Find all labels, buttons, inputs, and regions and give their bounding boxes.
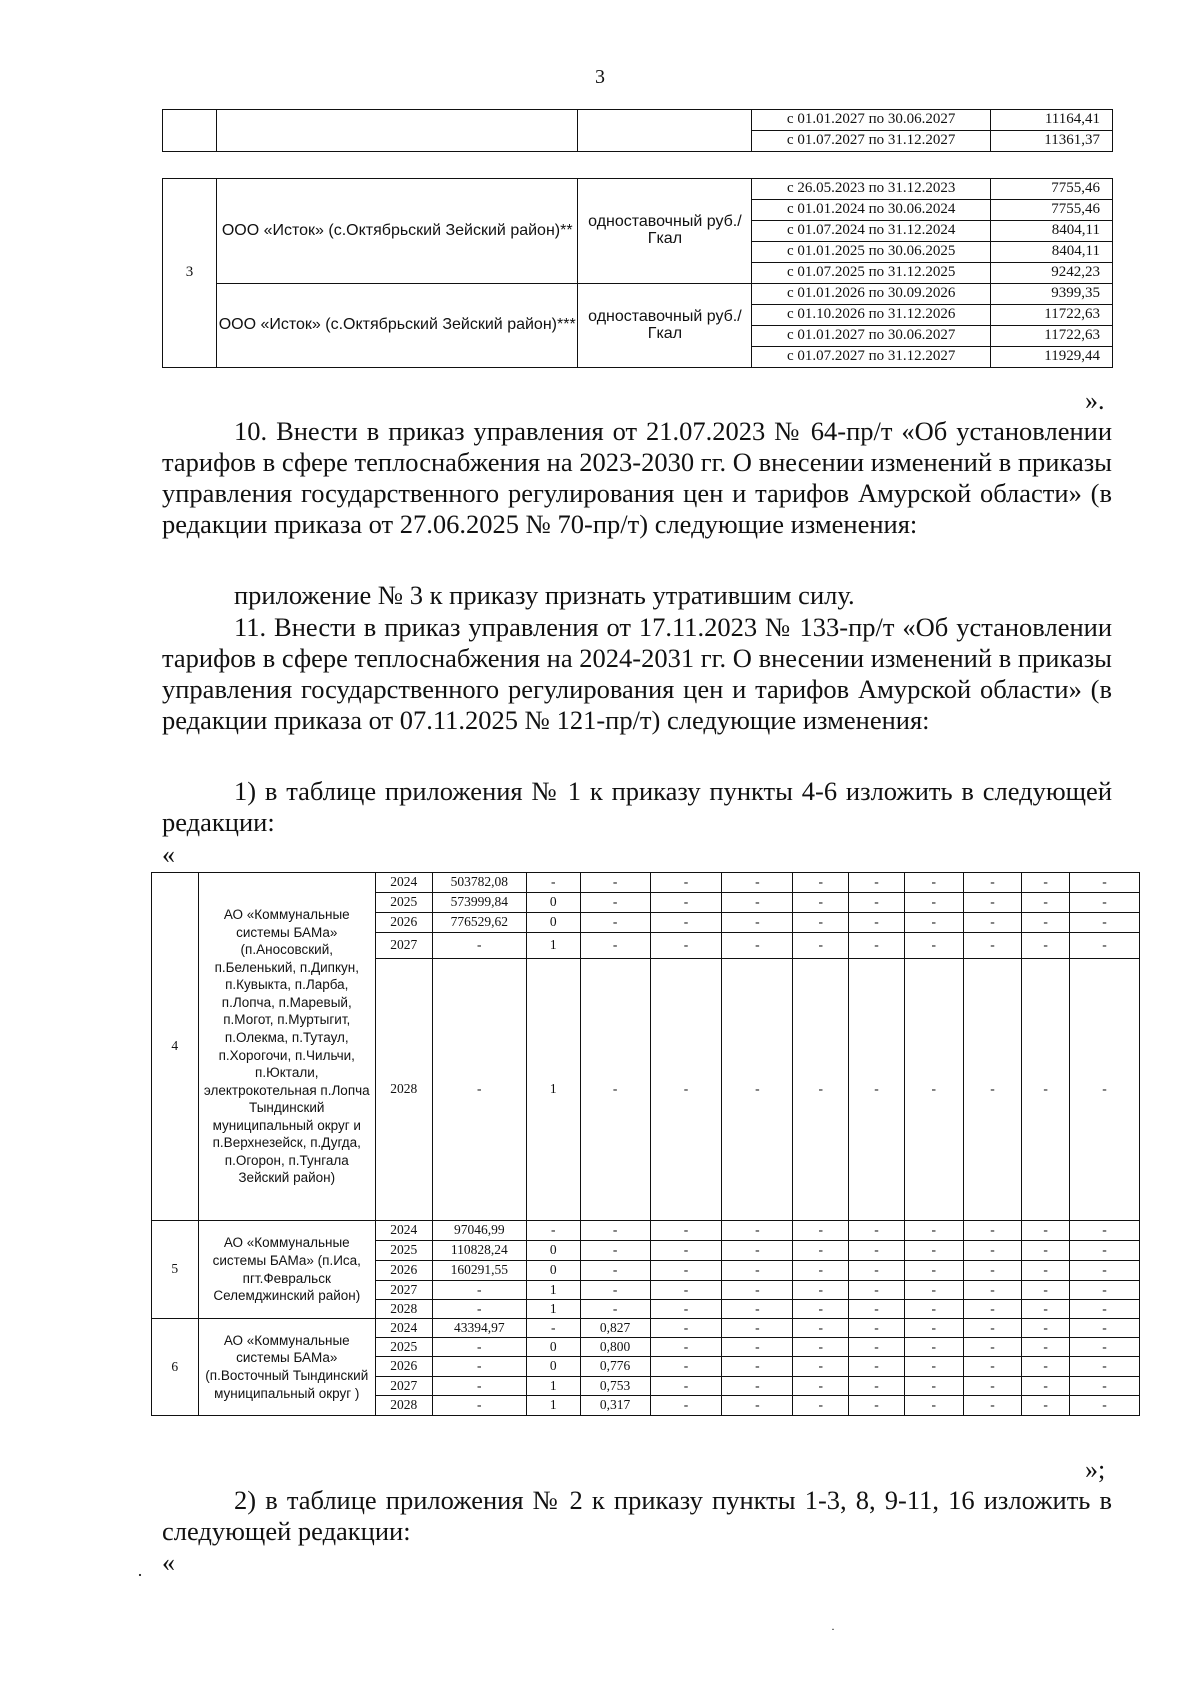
dash-cell: - (849, 1221, 905, 1241)
dash-cell: - (1022, 1281, 1070, 1300)
paragraph-11-item-2: 2) в таблице приложения № 2 к приказу пункты 1-3, 8, 9-11, 16 изложить в следующей редакции: (162, 1485, 1112, 1546)
year-cell: 2026 (375, 1357, 432, 1377)
dash-cell: - (1022, 1221, 1070, 1241)
dash-cell: - (963, 959, 1022, 1221)
scan-mark: · (137, 1565, 143, 1585)
value-cell: - (432, 1377, 526, 1396)
value-cell: - (432, 1338, 526, 1357)
dash-cell: - (904, 873, 963, 893)
organization-name: АО «Коммунальные системы БАМа» (п.Аносовский, п.Беленький, п.Дипкун, п.Кувыкта, п.Ларба, п.Лопча, п.Маревый, п.Могот, п.Муртыгит, п.Олекма, п.Тутаул, п.Хорогочи, п.Чильчи, п.Юктали, электрокотельная п.Лопча Тындинский муниципальный округ и п.Верхнезейск, п.Дугда, п.Огорон, п.Тунгала Зейский район) (198, 873, 375, 1221)
dash-cell: - (904, 933, 963, 959)
value-cell: 9242,23 (991, 263, 1113, 284)
table-row (152, 873, 1140, 893)
dash-cell: - (722, 1300, 793, 1319)
year-cell: 2024 (375, 1221, 432, 1241)
dash-cell: - (793, 1319, 849, 1338)
dash-cell: - (904, 1396, 963, 1416)
value-cell: - (432, 1300, 526, 1319)
dash-cell: - (793, 1357, 849, 1377)
flag-cell: - (526, 873, 580, 893)
flag-cell: 1 (526, 1300, 580, 1319)
opening-quote: « (162, 840, 175, 869)
dash-cell: - (849, 1357, 905, 1377)
tariff-type: одноставочный руб./Гкал (578, 284, 752, 368)
dash-cell: - (963, 1319, 1022, 1338)
value-cell: 97046,99 (432, 1221, 526, 1241)
value-cell: 11722,63 (991, 305, 1113, 326)
dash-cell: - (1069, 1396, 1139, 1416)
year-cell: 2027 (375, 1377, 432, 1396)
flag-cell: 0 (526, 1338, 580, 1357)
value-cell: - (432, 1357, 526, 1377)
value-cell: 11929,44 (991, 347, 1113, 368)
flag-cell: 1 (526, 933, 580, 959)
dash-cell: - (849, 913, 905, 933)
year-cell: 2028 (375, 1300, 432, 1319)
flag-cell: 1 (526, 1281, 580, 1300)
period-cell: с 01.07.2027 по 31.12.2027 (752, 347, 991, 368)
dash-cell: - (650, 893, 722, 913)
dash-cell: - (1022, 873, 1070, 893)
dash-cell: - (722, 1338, 793, 1357)
dash-cell: - (904, 1319, 963, 1338)
value-cell: - (432, 1281, 526, 1300)
period-cell: с 01.01.2025 по 30.06.2025 (752, 242, 991, 263)
dash-cell: - (722, 1319, 793, 1338)
flag-cell: - (526, 1319, 580, 1338)
dash-cell: - (650, 1357, 722, 1377)
dash-cell: - (904, 913, 963, 933)
scan-mark: · (831, 1622, 835, 1636)
dash-cell: - (849, 1396, 905, 1416)
value-cell: 7755,46 (991, 179, 1113, 200)
dash-cell: - (904, 1300, 963, 1319)
dash-cell: - (849, 1338, 905, 1357)
flag-cell: 1 (526, 959, 580, 1221)
flag-cell: - (526, 1221, 580, 1241)
value-cell: - (432, 933, 526, 959)
dash-cell: - (849, 1261, 905, 1281)
dash-cell: - (963, 873, 1022, 893)
coefficient-cell: - (580, 873, 650, 893)
dash-cell: - (793, 913, 849, 933)
item-number: 4 (152, 873, 199, 1221)
dash-cell: - (904, 1357, 963, 1377)
dash-cell: - (904, 1338, 963, 1357)
value-cell: 11361,37 (991, 131, 1113, 152)
closing-quote: »; (1085, 1455, 1106, 1484)
dash-cell: - (1069, 1300, 1139, 1319)
dash-cell: - (904, 1241, 963, 1261)
item-number: 6 (152, 1319, 199, 1416)
dash-cell: - (963, 1377, 1022, 1396)
dash-cell: - (849, 1377, 905, 1396)
period-cell: с 01.01.2026 по 30.09.2026 (752, 284, 991, 305)
year-cell: 2026 (375, 913, 432, 933)
period-cell: с 01.01.2027 по 30.06.2027 (752, 326, 991, 347)
dash-cell: - (1069, 873, 1139, 893)
value-cell: 8404,11 (991, 242, 1113, 263)
organization-name: АО «Коммунальные системы БАМа» (п.Восточный Тындинский муниципальный округ ) (198, 1319, 375, 1416)
year-cell: 2027 (375, 933, 432, 959)
paragraph-10: 10. Внести в приказ управления от 21.07.2023 № 64-пр/т «Об установлении тарифов в сфере теплоснабжения на 2023-2030 гг. О внесении изменений в приказы управления государственного регулирования цен и тарифов Амурской области» (в редакции приказа от 27.06.2025 № 70-пр/т) следующие изменения: (162, 416, 1112, 539)
dash-cell: - (1022, 1261, 1070, 1281)
dash-cell: - (1022, 1300, 1070, 1319)
dash-cell: - (1069, 893, 1139, 913)
dash-cell: - (793, 1300, 849, 1319)
table-row (163, 284, 1113, 305)
coefficient-cell: 0,753 (580, 1377, 650, 1396)
closing-quote: ». (1085, 386, 1105, 415)
period-cell: с 01.01.2027 по 30.06.2027 (752, 110, 991, 131)
coefficient-cell: - (580, 1221, 650, 1241)
organization-name: АО «Коммунальные системы БАМа» (п.Иса, пгт.Февральск Селемджинский район) (198, 1221, 375, 1319)
dash-cell: - (849, 1319, 905, 1338)
dash-cell: - (849, 933, 905, 959)
period-cell: с 01.01.2024 по 30.06.2024 (752, 200, 991, 221)
dash-cell: - (1022, 1241, 1070, 1261)
dash-cell: - (963, 1241, 1022, 1261)
flag-cell: 0 (526, 1241, 580, 1261)
dash-cell: - (904, 1281, 963, 1300)
dash-cell: - (722, 1357, 793, 1377)
value-cell: 7755,46 (991, 200, 1113, 221)
tariff-table-item-3 (162, 178, 1113, 368)
dash-cell: - (1022, 1377, 1070, 1396)
coefficient-cell: - (580, 1261, 650, 1281)
dash-cell: - (1022, 1357, 1070, 1377)
coefficient-cell: 0,800 (580, 1338, 650, 1357)
dash-cell: - (963, 1300, 1022, 1319)
dash-cell: - (793, 933, 849, 959)
dash-cell: - (849, 873, 905, 893)
coefficient-cell: - (580, 913, 650, 933)
dash-cell: - (1069, 1357, 1139, 1377)
flag-cell: 1 (526, 1396, 580, 1416)
dash-cell: - (1022, 933, 1070, 959)
opening-quote: « (162, 1548, 175, 1577)
value-cell: 160291,55 (432, 1261, 526, 1281)
dash-cell: - (904, 1377, 963, 1396)
dash-cell: - (1022, 913, 1070, 933)
dash-cell: - (722, 1377, 793, 1396)
dash-cell: - (904, 959, 963, 1221)
dash-cell: - (793, 1396, 849, 1416)
dash-cell: - (1069, 1319, 1139, 1338)
flag-cell: 0 (526, 1261, 580, 1281)
dash-cell: - (650, 1338, 722, 1357)
dash-cell: - (1022, 1338, 1070, 1357)
dash-cell: - (1069, 1241, 1139, 1261)
value-cell: 573999,84 (432, 893, 526, 913)
year-cell: 2025 (375, 1338, 432, 1357)
dash-cell: - (793, 959, 849, 1221)
dash-cell: - (793, 1261, 849, 1281)
dash-cell: - (963, 1221, 1022, 1241)
value-cell: 776529,62 (432, 913, 526, 933)
dash-cell: - (1069, 1261, 1139, 1281)
year-cell: 2028 (375, 959, 432, 1221)
dash-cell: - (1069, 933, 1139, 959)
value-cell: 8404,11 (991, 221, 1113, 242)
dash-cell: - (722, 1261, 793, 1281)
dash-cell: - (849, 1241, 905, 1261)
dash-cell: - (722, 1221, 793, 1241)
year-cell: 2027 (375, 1281, 432, 1300)
value-cell: 9399,35 (991, 284, 1113, 305)
dash-cell: - (722, 873, 793, 893)
dash-cell: - (650, 1241, 722, 1261)
dash-cell: - (793, 1281, 849, 1300)
dash-cell: - (650, 1281, 722, 1300)
page-number: 3 (595, 66, 605, 88)
coefficient-cell: - (580, 1281, 650, 1300)
dash-cell: - (793, 1338, 849, 1357)
dash-cell: - (1069, 1281, 1139, 1300)
dash-cell: - (904, 1261, 963, 1281)
item-number: 3 (163, 179, 217, 368)
dash-cell: - (1069, 913, 1139, 933)
period-cell: с 01.07.2024 по 31.12.2024 (752, 221, 991, 242)
dash-cell: - (650, 913, 722, 933)
paragraph-10-item: приложение № 3 к приказу признать утратившим силу. (234, 580, 855, 610)
value-cell: 11722,63 (991, 326, 1113, 347)
value-cell: - (432, 1396, 526, 1416)
dash-cell: - (793, 1221, 849, 1241)
tariff-type: одноставочный руб./Гкал (578, 179, 752, 284)
period-cell: с 01.07.2027 по 31.12.2027 (752, 131, 991, 152)
value-cell: 43394,97 (432, 1319, 526, 1338)
dash-cell: - (1069, 1377, 1139, 1396)
coefficient-cell: - (580, 1241, 650, 1261)
flag-cell: 1 (526, 1377, 580, 1396)
dash-cell: - (650, 933, 722, 959)
consumption-table (151, 872, 1140, 1416)
year-cell: 2028 (375, 1396, 432, 1416)
dash-cell: - (650, 959, 722, 1221)
period-cell: с 26.05.2023 по 31.12.2023 (752, 179, 991, 200)
dash-cell: - (650, 1377, 722, 1396)
dash-cell: - (1022, 1319, 1070, 1338)
dash-cell: - (904, 893, 963, 913)
year-cell: 2024 (375, 1319, 432, 1338)
item-number: 5 (152, 1221, 199, 1319)
dash-cell: - (1022, 959, 1070, 1221)
dash-cell: - (722, 1281, 793, 1300)
year-cell: 2025 (375, 1241, 432, 1261)
dash-cell: - (963, 1396, 1022, 1416)
dash-cell: - (722, 959, 793, 1221)
dash-cell: - (793, 1377, 849, 1396)
dash-cell: - (722, 893, 793, 913)
table-row (152, 1221, 1140, 1241)
dash-cell: - (963, 933, 1022, 959)
tariff-table-continuation (162, 109, 1113, 152)
dash-cell: - (650, 1261, 722, 1281)
value-cell: 503782,08 (432, 873, 526, 893)
dash-cell: - (963, 1338, 1022, 1357)
value-cell: 110828,24 (432, 1241, 526, 1261)
table-row (152, 1319, 1140, 1338)
organization-name: ООО «Исток» (с.Октябрьский Зейский район)** (216, 179, 578, 284)
coefficient-cell: - (580, 1300, 650, 1319)
coefficient-cell: - (580, 893, 650, 913)
coefficient-cell: 0,317 (580, 1396, 650, 1416)
dash-cell: - (963, 893, 1022, 913)
dash-cell: - (722, 913, 793, 933)
table-row (163, 110, 1113, 131)
organization-name: ООО «Исток» (с.Октябрьский Зейский район)*** (216, 284, 578, 368)
dash-cell: - (849, 959, 905, 1221)
coefficient-cell: - (580, 933, 650, 959)
dash-cell: - (904, 1221, 963, 1241)
dash-cell: - (1022, 893, 1070, 913)
coefficient-cell: 0,776 (580, 1357, 650, 1377)
dash-cell: - (650, 1300, 722, 1319)
value-cell: - (432, 959, 526, 1221)
dash-cell: - (849, 1300, 905, 1319)
flag-cell: 0 (526, 893, 580, 913)
table-row (163, 179, 1113, 200)
dash-cell: - (793, 1241, 849, 1261)
dash-cell: - (963, 1281, 1022, 1300)
paragraph-11-item-1: 1) в таблице приложения № 1 к приказу пункты 4-6 изложить в следующей редакции: (162, 776, 1112, 837)
period-cell: с 01.10.2026 по 31.12.2026 (752, 305, 991, 326)
dash-cell: - (963, 1261, 1022, 1281)
dash-cell: - (963, 913, 1022, 933)
dash-cell: - (1069, 959, 1139, 1221)
period-cell: с 01.07.2025 по 31.12.2025 (752, 263, 991, 284)
dash-cell: - (722, 933, 793, 959)
year-cell: 2026 (375, 1261, 432, 1281)
coefficient-cell: - (580, 959, 650, 1221)
coefficient-cell: 0,827 (580, 1319, 650, 1338)
dash-cell: - (849, 1281, 905, 1300)
dash-cell: - (650, 1221, 722, 1241)
paragraph-11: 11. Внести в приказ управления от 17.11.2023 № 133-пр/т «Об установлении тарифов в сфере теплоснабжения на 2024-2031 гг. О внесении изменений в приказы управления государственного регулирования цен и тарифов Амурской области» (в редакции приказа от 07.11.2025 № 121-пр/т) следующие изменения: (162, 612, 1112, 735)
flag-cell: 0 (526, 913, 580, 933)
year-cell: 2025 (375, 893, 432, 913)
year-cell: 2024 (375, 873, 432, 893)
dash-cell: - (650, 1396, 722, 1416)
dash-cell: - (963, 1357, 1022, 1377)
dash-cell: - (849, 893, 905, 913)
flag-cell: 0 (526, 1357, 580, 1377)
value-cell: 11164,41 (991, 110, 1113, 131)
dash-cell: - (1069, 1338, 1139, 1357)
dash-cell: - (650, 873, 722, 893)
dash-cell: - (1069, 1221, 1139, 1241)
dash-cell: - (793, 893, 849, 913)
dash-cell: - (722, 1241, 793, 1261)
dash-cell: - (793, 873, 849, 893)
dash-cell: - (650, 1319, 722, 1338)
dash-cell: - (722, 1396, 793, 1416)
dash-cell: - (1022, 1396, 1070, 1416)
